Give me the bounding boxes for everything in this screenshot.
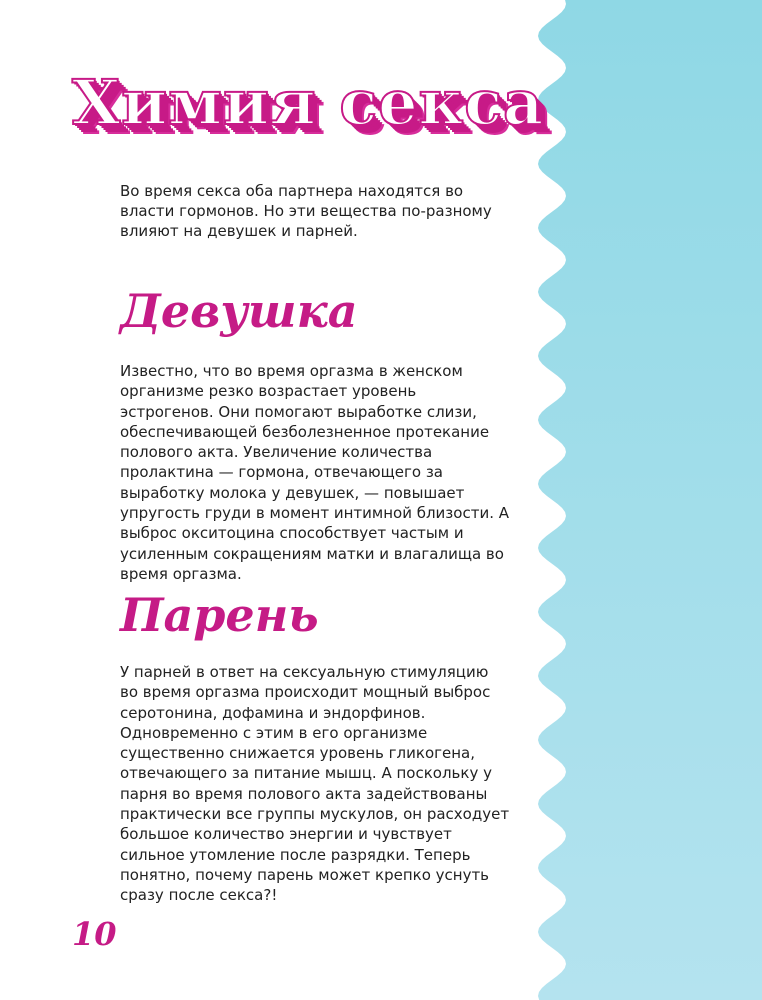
section-body-boy: У парней в ответ на сексуальную стимуляцию во время оргазма происходит мощный выброс серотонина, дофамина и эндорфинов. Одновременно с этим в его организме существенно снижается уровень гликогена, отвечающего за питание мышц. А поскольку у парня во время полового акта задействованы практически все группы мускулов, он расходует большое количество энергии и чувствует сильное утомление после разрядки. Теперь понятно, почему парень может крепко уснуть сразу после секса?!: [120, 663, 510, 905]
section-heading-boy: Парень: [120, 588, 319, 642]
section-body-girl: Известно, что во время оргазма в женском организме резко возрастает уровень эстрогенов. Они помогают выработке слизи, обеспечивающей безболезненное протекание полового акта. Увеличение количества пролактина — гормона, отвечающего за выработку молока у девушек, — повышает упругость груди в момент интимной близости. А выброс окситоцина способствует частым и усиленным сокращениям матки и влагалища во время оргазма.: [120, 362, 509, 583]
section-heading-girl: Девушка: [120, 284, 358, 338]
intro-paragraph: Во время секса оба партнера находятся во власти гормонов. Но эти вещества по-разному влияют на девушек и парней.: [120, 182, 492, 240]
decorative-wave-panel: [530, 0, 762, 1000]
page-number: 10: [72, 915, 117, 953]
page-title: Химия секса: [72, 66, 545, 139]
